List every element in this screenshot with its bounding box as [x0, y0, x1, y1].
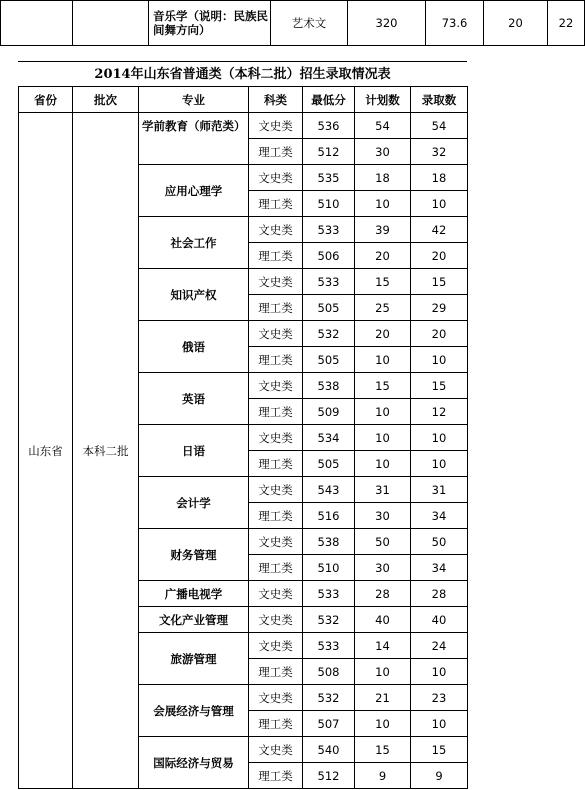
admit-cell: 10	[411, 451, 468, 477]
min-score-cell: 512	[303, 139, 355, 165]
admit-cell: 22	[548, 1, 585, 46]
major-cell: 会计学	[139, 477, 249, 529]
min-score-cell: 540	[303, 737, 355, 763]
plan-cell: 14	[355, 633, 411, 659]
admit-cell: 24	[411, 633, 468, 659]
category-cell: 理工类	[249, 295, 303, 321]
category-cell: 文史类	[249, 633, 303, 659]
admit-cell: 28	[411, 581, 468, 607]
plan-cell: 25	[355, 295, 411, 321]
category-cell: 文史类	[249, 737, 303, 763]
admit-cell: 31	[411, 477, 468, 503]
min-score-cell: 543	[303, 477, 355, 503]
plan-cell: 10	[355, 347, 411, 373]
admit-cell: 9	[411, 763, 468, 789]
major-cell: 文化产业管理	[139, 607, 249, 633]
plan-cell: 30	[355, 139, 411, 165]
min-score-cell: 533	[303, 217, 355, 243]
category-cell: 文史类	[249, 217, 303, 243]
admission-table	[18, 86, 468, 789]
category-cell: 文史类	[249, 321, 303, 347]
major-cell: 日语	[139, 425, 249, 477]
admit-cell: 50	[411, 529, 468, 555]
major-cell: 会展经济与管理	[139, 685, 249, 737]
header-admit: 录取数	[411, 87, 468, 113]
major-cell: 知识产权	[139, 269, 249, 321]
plan-cell: 15	[355, 269, 411, 295]
category-cell: 理工类	[249, 191, 303, 217]
plan-cell: 20	[484, 1, 548, 46]
min-score-cell: 533	[303, 269, 355, 295]
plan-cell: 10	[355, 451, 411, 477]
header-row	[19, 87, 468, 113]
major-cell: 俄语	[139, 321, 249, 373]
plan-cell: 10	[355, 659, 411, 685]
category-cell: 文史类	[249, 607, 303, 633]
category-cell: 文史类	[249, 373, 303, 399]
min-score-cell: 533	[303, 633, 355, 659]
major-cell: 应用心理学	[139, 165, 249, 217]
plan-cell: 54	[355, 113, 411, 139]
min-score-cell: 512	[303, 763, 355, 789]
major-cell: 财务管理	[139, 529, 249, 581]
min-score-cell: 536	[303, 113, 355, 139]
admit-cell: 32	[411, 139, 468, 165]
header-major: 专业	[139, 87, 249, 113]
plan-cell: 10	[355, 711, 411, 737]
major-cell: 音乐学（说明：民族民间舞方向）	[149, 1, 271, 46]
plan-cell: 20	[355, 243, 411, 269]
category-cell: 文史类	[249, 269, 303, 295]
admit-cell: 34	[411, 503, 468, 529]
major-cell: 国际经济与贸易	[139, 737, 249, 789]
plan-cell: 10	[355, 191, 411, 217]
admit-cell: 12	[411, 399, 468, 425]
plan-cell: 50	[355, 529, 411, 555]
admit-cell: 15	[411, 269, 468, 295]
min-score-cell: 535	[303, 165, 355, 191]
min-score-cell: 505	[303, 347, 355, 373]
admit-cell: 54	[411, 113, 468, 139]
major-cell: 广播电视学	[139, 581, 249, 607]
table-row	[19, 113, 468, 139]
admit-cell: 42	[411, 217, 468, 243]
plan-cell: 21	[355, 685, 411, 711]
admit-cell: 34	[411, 555, 468, 581]
min-score-cell: 532	[303, 607, 355, 633]
category-cell: 理工类	[249, 555, 303, 581]
header-plan: 计划数	[355, 87, 411, 113]
admit-cell: 20	[411, 243, 468, 269]
header-batch: 批次	[73, 87, 139, 113]
admit-cell: 15	[411, 373, 468, 399]
category-cell: 理工类	[249, 399, 303, 425]
min-score-cell: 506	[303, 243, 355, 269]
major-cell: 英语	[139, 373, 249, 425]
batch-cell: 本科二批	[73, 113, 139, 789]
category-cell: 文史类	[249, 425, 303, 451]
min-score-cell: 532	[303, 321, 355, 347]
admit-cell: 10	[411, 347, 468, 373]
plan-cell: 39	[355, 217, 411, 243]
table-title: 2014年山东省普通类（本科二批）招生录取情况表	[18, 61, 467, 87]
category-cell: 文史类	[249, 685, 303, 711]
min-score-cell: 533	[303, 581, 355, 607]
category-cell: 文史类	[249, 529, 303, 555]
major-cell: 社会工作	[139, 217, 249, 269]
category-cell: 理工类	[249, 659, 303, 685]
admit-cell: 29	[411, 295, 468, 321]
category-cell: 文史类	[249, 581, 303, 607]
admit-cell: 40	[411, 607, 468, 633]
admit-cell: 20	[411, 321, 468, 347]
min-score-cell: 538	[303, 529, 355, 555]
previous-table-fragment	[0, 0, 585, 46]
empty-cell	[73, 1, 149, 46]
category-cell: 理工类	[249, 139, 303, 165]
category-cell: 文史类	[249, 477, 303, 503]
plan-cell: 9	[355, 763, 411, 789]
min-score-cell: 505	[303, 295, 355, 321]
plan-cell: 10	[355, 425, 411, 451]
admit-cell: 10	[411, 191, 468, 217]
plan-cell: 40	[355, 607, 411, 633]
admit-cell: 10	[411, 711, 468, 737]
header-min-score: 最低分	[303, 87, 355, 113]
major-cell: 学前教育（师范类）	[139, 113, 249, 165]
category-cell: 理工类	[249, 243, 303, 269]
min-score-cell: 508	[303, 659, 355, 685]
category-cell: 理工类	[249, 451, 303, 477]
min-score-cell: 509	[303, 399, 355, 425]
min-score-cell: 534	[303, 425, 355, 451]
plan-cell: 20	[355, 321, 411, 347]
category-cell: 理工类	[249, 763, 303, 789]
plan-cell: 18	[355, 165, 411, 191]
plan-cell: 15	[355, 737, 411, 763]
major-cell: 旅游管理	[139, 633, 249, 685]
category-cell: 理工类	[249, 347, 303, 373]
category-cell: 艺术文	[271, 1, 348, 46]
min-score-cell: 510	[303, 555, 355, 581]
category-cell: 理工类	[249, 711, 303, 737]
min-score-cell: 507	[303, 711, 355, 737]
empty-cell	[1, 1, 73, 46]
plan-cell: 10	[355, 399, 411, 425]
admit-cell: 15	[411, 737, 468, 763]
admit-cell: 10	[411, 659, 468, 685]
min-score-cell: 505	[303, 451, 355, 477]
min-score-cell: 320	[348, 1, 426, 46]
min-score-cell: 516	[303, 503, 355, 529]
min-score-cell: 538	[303, 373, 355, 399]
table-row	[1, 1, 585, 46]
plan-cell: 28	[355, 581, 411, 607]
admit-cell: 18	[411, 165, 468, 191]
admit-cell: 23	[411, 685, 468, 711]
header-province: 省份	[19, 87, 73, 113]
value-cell: 73.6	[426, 1, 484, 46]
table-body	[19, 113, 468, 789]
plan-cell: 15	[355, 373, 411, 399]
category-cell: 文史类	[249, 113, 303, 139]
min-score-cell: 532	[303, 685, 355, 711]
admit-cell: 10	[411, 425, 468, 451]
header-category: 科类	[249, 87, 303, 113]
plan-cell: 30	[355, 503, 411, 529]
plan-cell: 31	[355, 477, 411, 503]
category-cell: 文史类	[249, 165, 303, 191]
min-score-cell: 510	[303, 191, 355, 217]
plan-cell: 30	[355, 555, 411, 581]
province-cell: 山东省	[19, 113, 73, 789]
category-cell: 理工类	[249, 503, 303, 529]
